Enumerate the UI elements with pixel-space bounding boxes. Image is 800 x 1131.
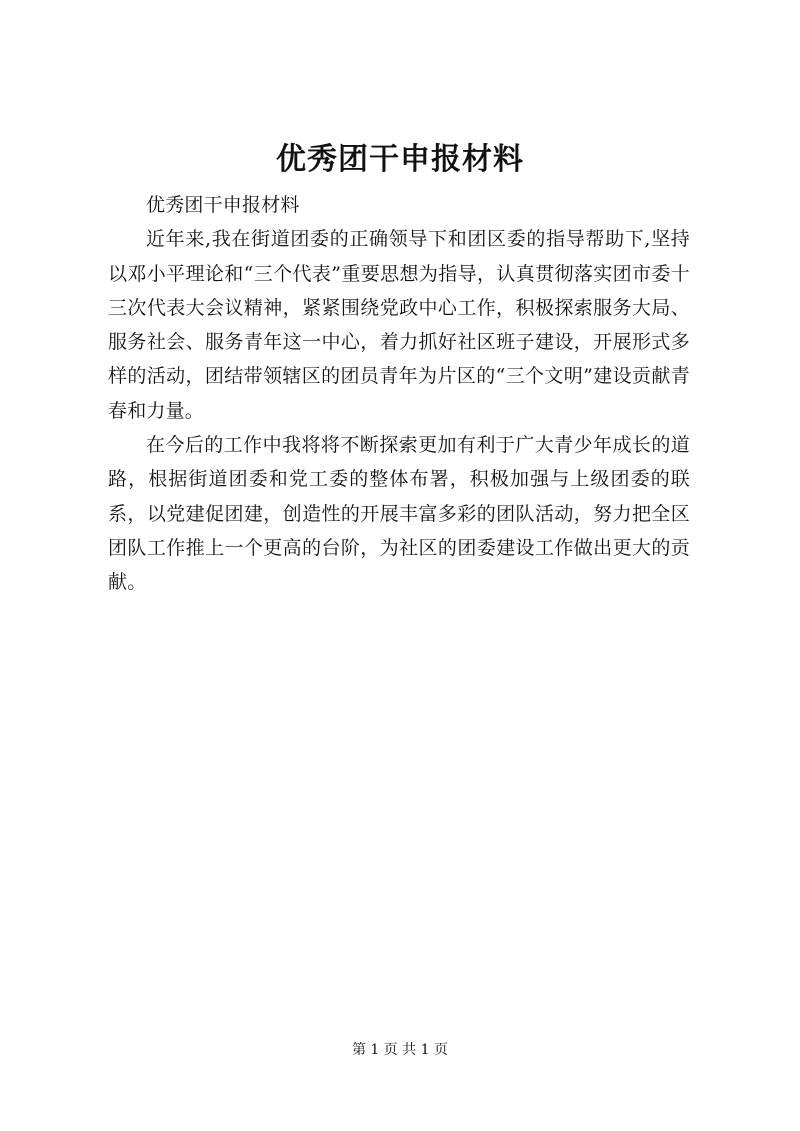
paragraph-intro: 近年来,我在街道团委的正确领导下和团区委的指导帮助下,坚持以邓小平理论和“三个代表”重要思想为指导，认真贯彻落实团市委十三次代表大会议精神，紧紧围绕党政中心工作，积极探索服务大局、服务社会、服务青年这一中心，着力抓好社区班子建设，开展形式多样的活动，团结带领辖区的团员青年为片区的“三个文明”建设贡献青春和力量。 [108,228,690,422]
document-body [108,188,690,600]
page-footer: 第 1 页 共 1 页 [351,1042,449,1058]
paragraph-subtitle: 优秀团干申报材料 [146,194,300,216]
document-title: 优秀团干申报材料 [276,142,524,177]
paragraph-future: 在今后的工作中我将将不断探索更加有利于广大青少年成长的道路，根据街道团委和党工委的整体布署，积极加强与上级团委的联系，以党建促团建，创造性的开展丰富多彩的团队活动，努力把全区团队工作推上一个更高的台阶，为社区的团委建设工作做出更大的贡献。 [108,434,690,594]
